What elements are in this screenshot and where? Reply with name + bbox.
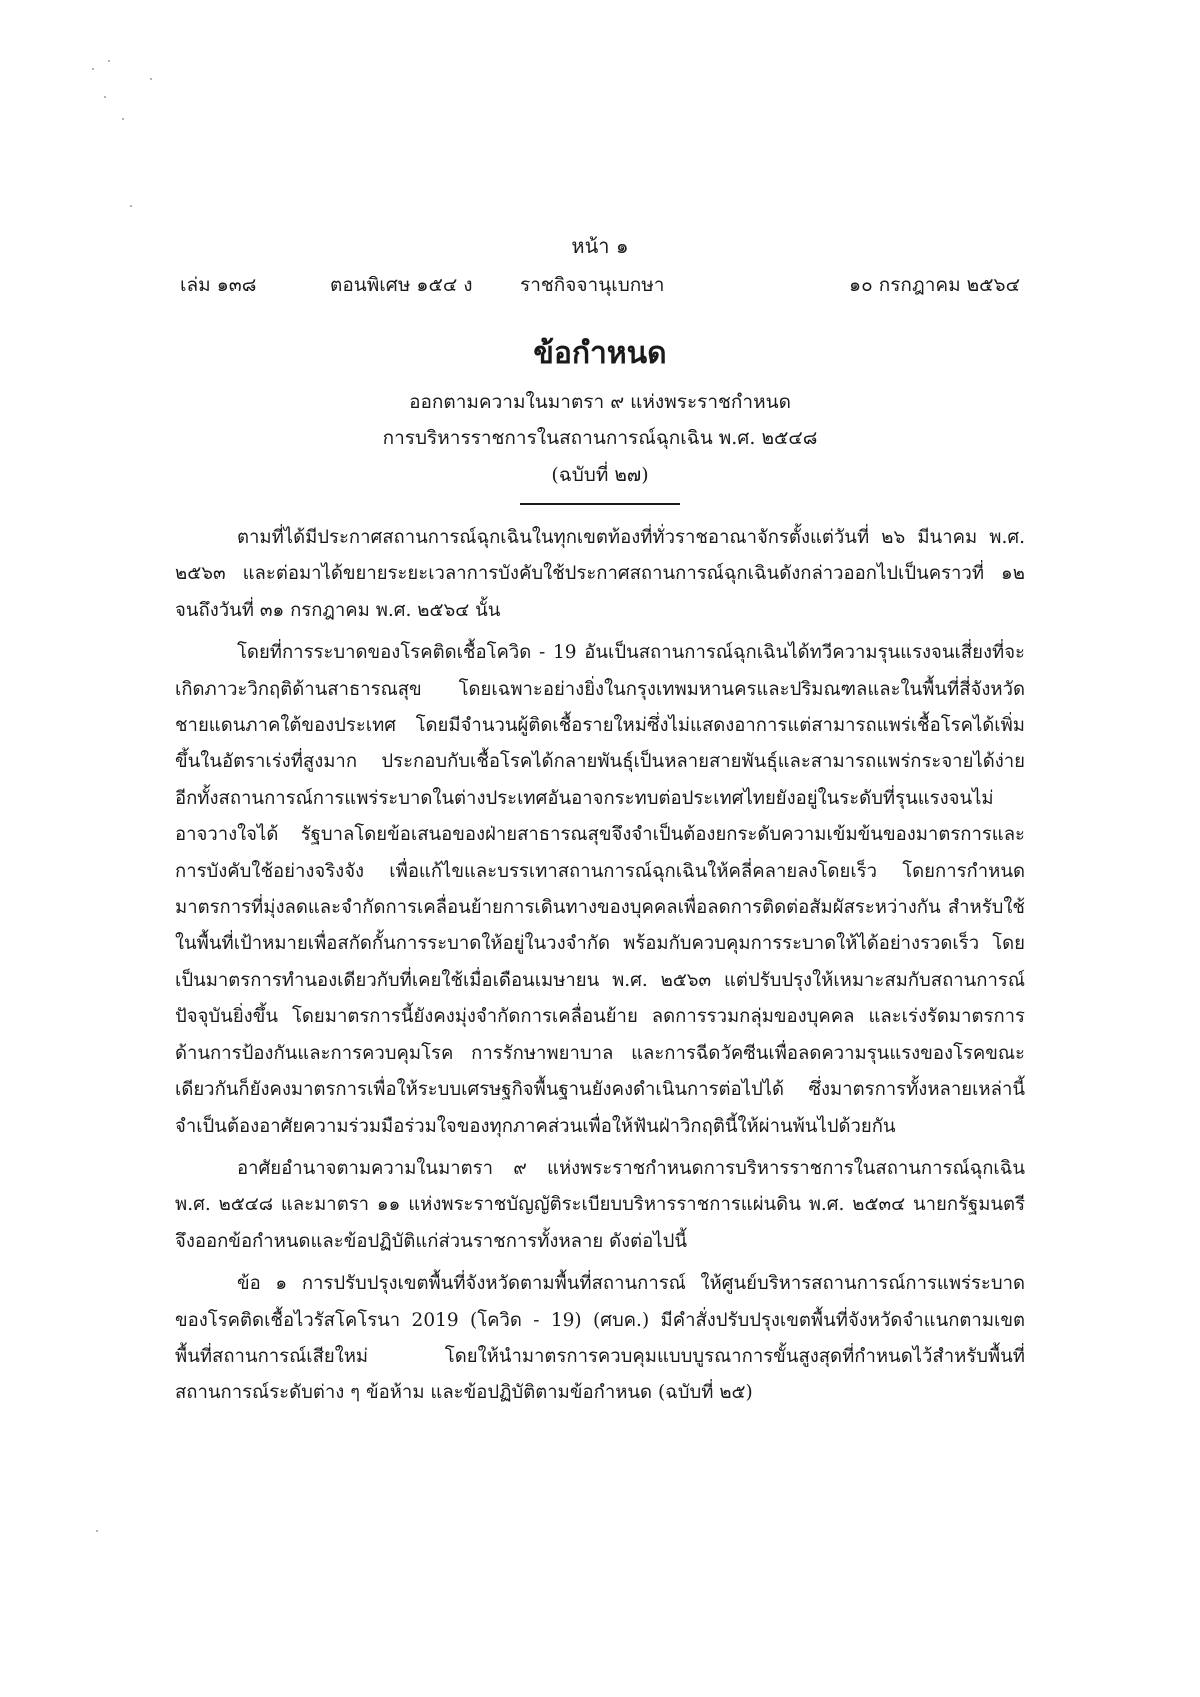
subtitle-line-2: การบริหารราชการในสถานการณ์ฉุกเฉิน พ.ศ. ๒๕๔๘: [382, 427, 818, 449]
scan-speck: [150, 78, 152, 80]
section-number: ตอนพิเศษ ๑๕๔ ง: [330, 274, 473, 296]
scan-speck: [104, 96, 106, 98]
scan-speck: [96, 1530, 98, 1532]
gazette-name: ราชกิจจานุเบกษา: [520, 274, 665, 296]
document-title: ข้อกำหนด: [533, 336, 667, 371]
paragraph-clause-1: ข้อ ๑ การปรับปรุงเขตพื้นที่จังหวัดตามพื้นที่สถานการณ์ ให้ศูนย์บริหารสถานการณ์การแพร่ระบาดของโรคติดเชื้อไวรัสโคโรนา 2019 (โควิด - 19) (ศบค.) มีคำสั่งปรับปรุงเขตพื้นที่จังหวัดจำแนกตามเขตพื้นที่สถานการณ์เสียใหม่ โดยให้นำมาตรการควบคุมแบบบูรณาการขั้นสูงสุดที่กำหนดไว้สำหรับพื้นที่สถานการณ์ระดับต่าง ๆ ข้อห้าม และข้อปฏิบัติตามข้อกำหนด (ฉบับที่ ๒๕): [175, 1273, 1025, 1404]
paragraph-preamble: ตามที่ได้มีประกาศสถานการณ์ฉุกเฉินในทุกเขตท้องที่ทั่วราชอาณาจักรตั้งแต่วันที่ ๒๖ มีนาคม พ.ศ. ๒๕๖๓ และต่อมาได้ขยายระยะเวลาการบังคับใช้ประกาศสถานการณ์ฉุกเฉินดังกล่าวออกไปเป็นคราวที่ ๑๒ จนถึงวันที่ ๓๑ กรกฎาคม พ.ศ. ๒๕๖๔ นั้น: [175, 527, 1025, 621]
volume-number: เล่ม ๑๓๘: [180, 274, 257, 296]
scan-speck: [122, 118, 124, 120]
paragraph-rationale: โดยที่การระบาดของโรคติดเชื้อโควิด - 19 อันเป็นสถานการณ์ฉุกเฉินได้ทวีความรุนแรงจนเสี่ยงที่จะเกิดภาวะวิกฤติด้านสาธารณสุข โดยเฉพาะอย่างยิ่งในกรุงเทพมหานครและปริมณฑลและในพื้นที่สี่จังหวัดชายแดนภาคใต้ของประเทศ โดยมีจำนวนผู้ติดเชื้อรายใหม่ซึ่งไม่แสดงอาการแต่สามารถแพร่เชื้อโรคได้เพิ่มขึ้นในอัตราเร่งที่สูงมาก ประกอบกับเชื้อโรคได้กลายพันธุ์เป็นหลายสายพันธุ์และสามารถแพร่กระจายได้ง่าย อีกทั้งสถานการณ์การแพร่ระบาดในต่างประเทศอันอาจกระทบต่อประเทศไทยยังอยู่ในระดับที่รุนแรงจนไม่อาจวางใจได้ รัฐบาลโดยข้อเสนอของฝ่ายสาธารณสุขจึงจำเป็นต้องยกระดับความเข้มข้นของมาตรการและการบังคับใช้อย่างจริงจัง เพื่อแก้ไขและบรรเทาสถานการณ์ฉุกเฉินให้คลี่คลายลงโดยเร็ว โดยการกำหนดมาตรการที่มุ่งลดและจำกัดการเคลื่อนย้ายการเดินทางของบุคคลเพื่อลดการติดต่อสัมผัสระหว่างกัน สำหรับใช้ในพื้นที่เป้าหมายเพื่อสกัดกั้นการระบาดให้อยู่ในวงจำกัด พร้อมกับควบคุมการระบาดให้ได้อย่างรวดเร็ว โดยเป็นมาตรการทำนองเดียวกับที่เคยใช้เมื่อเดือนเมษายน พ.ศ. ๒๕๖๓ แต่ปรับปรุงให้เหมาะสมกับสถานการณ์ปัจจุบันยิ่งขึ้น โดยมาตรการนี้ยังคงมุ่งจำกัดการเคลื่อนย้าย ลดการรวมกลุ่มของบุคคล และเร่งรัดมาตรการด้านการป้องกันและการควบคุมโรค การรักษาพยาบาล และการฉีดวัคซีนเพื่อลดความรุนแรงของโรคขณะเดียวกันก็ยังคงมาตรการเพื่อให้ระบบเศรษฐกิจพื้นฐานยังคงดำเนินการต่อไปได้ ซึ่งมาตรการทั้งหลายเหล่านี้จำเป็นต้องอาศัยความร่วมมือร่วมใจของทุกภาคส่วนเพื่อให้ฟันฝ่าวิกฤตินี้ให้ผ่านพ้นไปด้วยกัน: [175, 642, 1025, 1137]
page-number: หน้า ๑: [571, 234, 629, 258]
scan-speck: [108, 60, 110, 62]
publication-date: ๑๐ กรกฎาคม ๒๕๖๔: [849, 274, 1020, 296]
edition-number: (ฉบับที่ ๒๗): [551, 464, 649, 486]
gazette-header: [180, 270, 1020, 300]
title-divider: [520, 503, 680, 505]
scan-speck: [92, 68, 94, 70]
paragraph-authority: อาศัยอำนาจตามความในมาตรา ๙ แห่งพระราชกำหนดการบริหารราชการในสถานการณ์ฉุกเฉิน พ.ศ. ๒๕๔๘ และมาตรา ๑๑ แห่งพระราชบัญญัติระเบียบบริหารราชการแผ่นดิน พ.ศ. ๒๕๓๔ นายกรัฐมนตรีจึงออกข้อกำหนดและข้อปฏิบัติแก่ส่วนราชการทั้งหลาย ดังต่อไปนี้: [175, 1157, 1025, 1252]
subtitle-line-1: ออกตามความในมาตรา ๙ แห่งพระราชกำหนด: [409, 391, 791, 413]
document-body: [175, 520, 1025, 1418]
scan-speck: [130, 205, 132, 207]
